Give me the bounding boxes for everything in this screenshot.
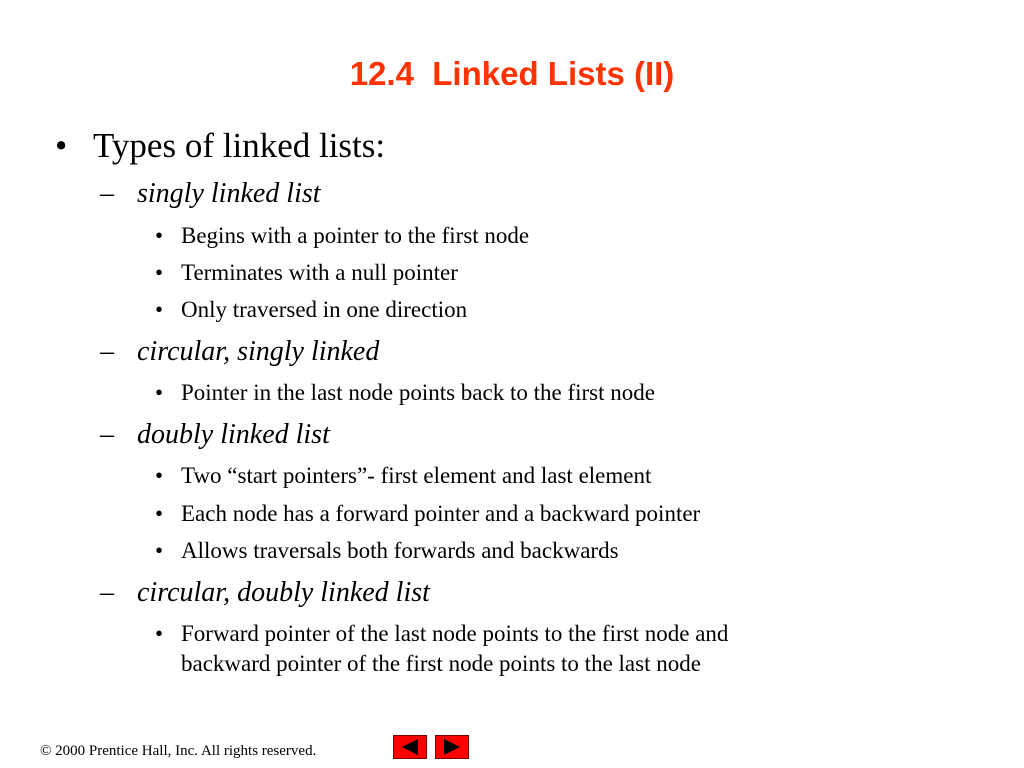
list-item-text: Each node has a forward pointer and a backward pointer <box>181 501 701 526</box>
bullet-marker: • <box>155 223 164 248</box>
right-arrow-icon <box>436 736 468 758</box>
list-item-text: Two “start pointers”- first element and last element <box>181 463 652 488</box>
bullet-marker: • <box>155 297 164 322</box>
dash-marker: – <box>100 336 114 367</box>
list-item-text: Terminates with a null pointer <box>181 260 458 285</box>
bullet-marker: • <box>55 126 68 165</box>
subheading-text: circular, singly linked <box>137 336 380 367</box>
dash-marker: – <box>100 178 114 209</box>
bullet-marker: • <box>155 260 164 285</box>
list-item-text: backward pointer of the first node points to the last node <box>181 651 701 676</box>
bullet-marker: • <box>155 621 164 646</box>
left-arrow-icon <box>394 736 426 758</box>
next-slide-button[interactable] <box>435 735 469 759</box>
subheading-text: singly linked list <box>137 178 321 209</box>
list-item-text: Begins with a pointer to the first node <box>181 223 530 248</box>
dash-marker: – <box>100 419 114 450</box>
copyright-footer: © 2000 Prentice Hall, Inc. All rights reserved. <box>40 743 317 759</box>
list-item-text: Pointer in the last node points back to the first node <box>181 380 655 405</box>
bullet-marker: • <box>155 463 164 488</box>
subheading-text: circular, doubly linked list <box>137 577 430 608</box>
previous-slide-button[interactable] <box>393 735 427 759</box>
slide-title: 12.4 Linked Lists (II) <box>349 55 675 92</box>
bullet-marker: • <box>155 501 164 526</box>
bullet-marker: • <box>155 380 164 405</box>
list-item-text: Allows traversals both forwards and backwards <box>181 538 619 563</box>
subheading-text: doubly linked list <box>137 419 330 450</box>
list-item-text: Only traversed in one direction <box>181 297 468 322</box>
bullet-marker: • <box>155 538 164 563</box>
bullet-text: Types of linked lists: <box>93 126 386 165</box>
dash-marker: – <box>100 577 114 608</box>
list-item-text: Forward pointer of the last node points to the first node and <box>181 621 729 646</box>
